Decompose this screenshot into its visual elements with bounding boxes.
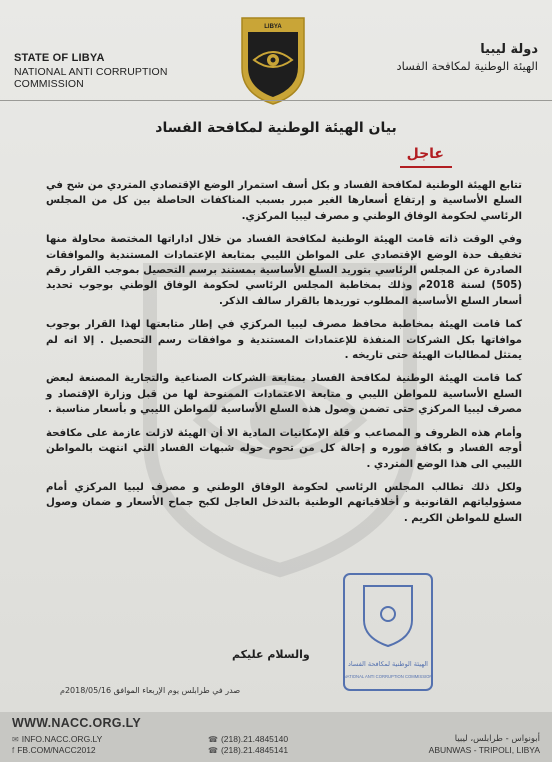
footer-contacts (12, 734, 102, 756)
issue-date: صدر في طرابلس يوم الإربعاء الموافق 2018/05/16م (60, 686, 241, 695)
urgent-label: عاجل (406, 146, 444, 162)
logo-banner-text: LIBYA (264, 24, 282, 30)
footer-website[interactable]: WWW.NACC.ORG.LY (12, 716, 142, 730)
letterhead (0, 0, 552, 108)
facebook-icon: f (12, 746, 15, 755)
english-org-name: NATIONAL ANTI CORRUPTION COMMISSION (14, 66, 168, 90)
urgent-underline (400, 166, 452, 168)
footer-phones (208, 734, 288, 756)
footer-facebook[interactable]: FB.COM/NACC2012 (17, 745, 96, 755)
paragraph: وأمام هذه الظروف و المصاعب و قلة الإمكانيات المادية الا أن الهيئة لازلت عازمة على مكافحة أوجه الفساد و بكافة صوره و إحالة كل من تحوم حوله شبهات الفساد التي انتهت بالمواطن الليبي الى هذا الوضع المتردي . (46, 427, 522, 470)
footer-phone-1: (218).21.4845140 (220, 734, 289, 744)
letterhead-english (14, 52, 224, 90)
email-icon: ✉ (12, 735, 19, 744)
phone-icon: ☎ (208, 735, 218, 744)
paragraph: كما قامت الهيئة بمخاطبة محافظ مصرف ليبيا المركزي في إطار متابعتها لهذا القرار بوجوب موافاتها بكل الشركات المنفذة للإعتمادات المستندية و موافقات رسم التحصيل . إلا انه لم يمتثل لمطالبات الهيئة حتى تاريخه . (46, 319, 522, 362)
english-state-name: STATE OF LIBYA (14, 52, 105, 64)
stamp-english-text: NATIONAL ANTI CORRUPTION COMMISSION (343, 674, 433, 679)
official-stamp (340, 570, 436, 694)
footer-phone-2: (218).21.4845141 (220, 745, 289, 755)
statement-body (46, 178, 522, 534)
paragraph: كما قامت الهيئة الوطنية لمكافحة الفساد بمتابعة الشركات الصناعية والتجارية المصنعة لبعض السلع الأساسية للمواطن الليبي و متابعة الاعتمادات الممنوحة لها من قبل وزارة الإقتصاد و مصرف ليبيا المركزي حتى تضمن وصول هذه السلع الأساسية للمواطن الليبي و بأسعار مناسبة . (46, 373, 522, 416)
footer-address-english: ABUNWAS - TRIPOLI, LIBYA (428, 745, 540, 755)
letterhead-arabic (328, 42, 538, 73)
statement-title: بيان الهيئة الوطنية لمكافحة الفساد (155, 120, 397, 136)
footer-address-arabic: أبونواس - طرابلس، ليبيا (454, 734, 540, 744)
closing-salutation: والسلام عليكم (232, 648, 310, 661)
paragraph: ولكل ذلك تطالب المجلس الرئاسي لحكومة الوفاق الوطني و مصرف ليبيا المركزي أمام مسؤولياتهم القانونية و أخلاقياتهم الوطنية بالتدخل العاجل لكبح جماح الأسعار و ضمان وصول السلع للمواطن الكريم . (46, 481, 522, 524)
paragraph: وفي الوقت ذاته قامت الهيئة الوطنية لمكافحة الفساد من خلال اداراتها المختصة محاولة منها تخفيف حدة الوضع الإقتصادي على المواطن الليبي بمتابعة الإعتمادات المستندية والموافقات الصادرة عن المجلس الرئاسي بتوريد السلع الأساسية بمستند برسم التحصيل بموجب القرار رقم (505) لسنة 2018م وذلك بمخاطبة المجلس الرئاسي لحكومة الوفاق الوطني بوجوب تحديد أسعار السلع الأساسية المطلوب توريدها بالقرار سالف الذكر. (46, 234, 522, 307)
arabic-state-name: دولة ليبيا (480, 42, 538, 57)
stamp-arabic-text: الهيئة الوطنية لمكافحة الفساد (348, 660, 428, 668)
footer-email[interactable]: INFO.NACC.ORG.LY (21, 734, 103, 744)
commission-logo (238, 14, 308, 106)
fax-icon: ☎ (208, 746, 218, 755)
header-divider (0, 100, 552, 101)
arabic-org-name: الهيئة الوطنية لمكافحة الفساد (396, 59, 538, 73)
footer-address (429, 734, 540, 756)
paragraph: تتابع الهيئة الوطنية لمكافحة الفساد و بكل أسف استمرار الوضع الإقتصادي المتردي من شح في السلع الأساسية و إرتفاع أسعارها الغير مبرر بسبب المناكفات الحاصلة بين كل من المجلس الرئاسي لحكومة الوفاق الوطني و مصرف ليبيا المركزي. (46, 180, 522, 222)
